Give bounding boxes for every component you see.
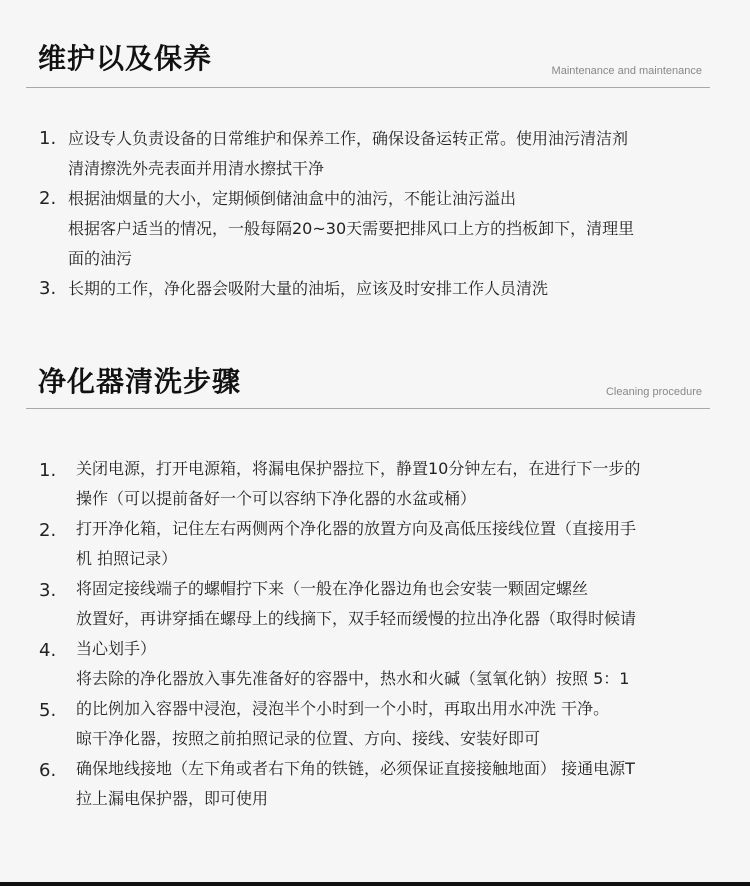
section-divider [26,408,710,409]
step-text-line: 确保地线接地（左下角或者右下角的铁链，必须保证直接接触地面） 接通电源T [76,759,635,778]
item-number: 3. [39,278,57,299]
step-text-line: 拉上漏电保护器，即可使用 [76,789,269,808]
section-title-maintenance: 维护以及保养 [38,42,213,75]
step-number: 1. [39,460,57,481]
page-bottom-bar [0,882,750,886]
item-text-line: 长期的工作，净化器会吸附大量的油垢，应该及时安排工作人员清洗 [68,279,549,298]
item-number: 1. [39,128,57,149]
cleaning-text-block [39,454,709,814]
step-text-line: 晾干净化器，按照之前拍照记录的位置、方向、接线、安装好即可 [76,729,541,748]
step-text-line: 关闭电源，打开电源箱，将漏电保护器拉下，静置10分钟左右，在进行下一步的 [76,459,641,478]
item-text-line: 应设专人负责设备的日常维护和保养工作，确保设备运转正常。使用油污清洁剂 [68,129,629,148]
maintenance-list [39,124,709,304]
maintenance-item [39,124,709,184]
item-text-line: 面的油污 [68,249,133,268]
section-divider [26,87,710,88]
maintenance-item [39,184,709,274]
maintenance-item [39,274,709,304]
step-number: 6. [39,760,57,781]
item-number: 2. [39,188,57,209]
item-text-line: 根据客户适当的情况，一般每隔20~30天需要把排风口上方的挡板卸下，清理里 [68,219,635,238]
section-subtitle-maintenance: Maintenance and maintenance [551,65,702,77]
item-text-line: 清清擦洗外壳表面并用清水擦拭干净 [68,159,325,178]
step-text-line: 机 拍照记录） [76,549,178,568]
item-text-line: 根据油烟量的大小，定期倾倒储油盒中的油污，不能让油污溢出 [68,189,517,208]
step-text-line: 将固定接线端子的螺帽拧下来（一般在净化器边角也会安装一颗固定螺丝 [76,579,589,598]
step-text-line: 打开净化箱，记住左右两侧两个净化器的放置方向及高低压接线位置（直接用手 [76,519,637,538]
step-number: 4. [39,640,57,661]
section-subtitle-cleaning: Cleaning procedure [605,386,702,398]
cleaning-steps-list [39,454,709,814]
step-text-line: 的比例加入容器中浸泡，浸泡半个小时到一个小时，再取出用水冲洗 干净。 [76,699,610,718]
step-number: 5. [39,700,57,721]
step-text-line: 当心划手） [76,639,157,658]
step-text-line: 放置好，再讲穿插在螺母上的线摘下，双手轻而缓慢的拉出净化器（取得时候请 [76,609,637,628]
step-number: 2. [39,520,57,541]
step-text-line: 操作（可以提前备好一个可以容纳下净化器的水盆或桶） [76,489,477,508]
step-text-line: 将去除的净化器放入事先准备好的容器中，热水和火碱（氢氧化钠）按照 5：1 [76,669,630,688]
step-number: 3. [39,580,57,601]
section-title-cleaning: 净化器清洗步骤 [38,365,242,398]
